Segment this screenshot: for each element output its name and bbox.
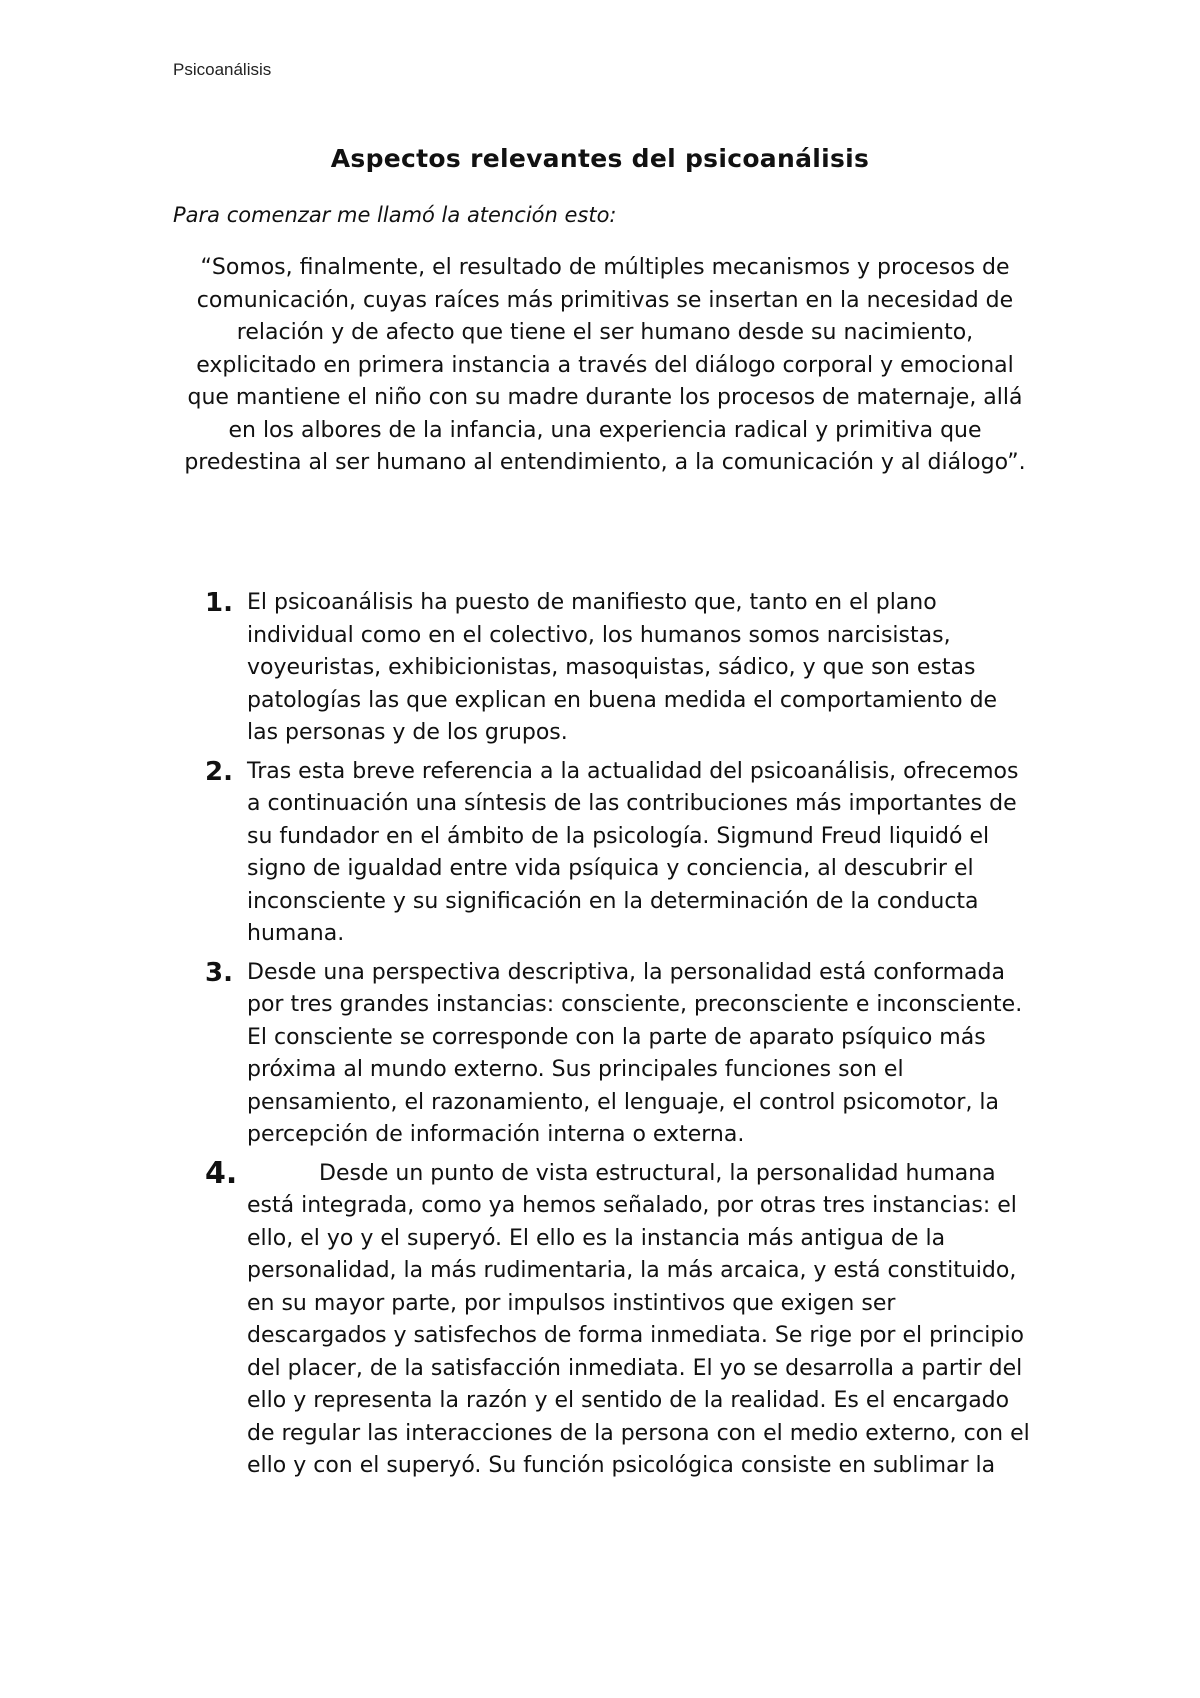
list-item	[205, 957, 1035, 1152]
list-number: 4.	[205, 1155, 238, 1191]
document-title: Aspectos relevantes del psicoanálisis	[330, 144, 870, 173]
list-item	[205, 756, 1035, 951]
list-number: 1.	[205, 588, 233, 618]
list-item-text: El psicoanálisis ha puesto de manifiesto que, tanto en el plano individual como en el colectivo, los humanos somos narcisistas, voyeuristas, exhibicionistas, masoquistas, sádico, y que son estas patologías las que explican en buena medida el comportamiento de las personas y de los grupos.	[247, 590, 998, 745]
numbered-list	[205, 587, 1035, 1489]
list-item	[205, 587, 1035, 750]
list-item-text: Tras esta breve referencia a la actualidad del psicoanálisis, ofrecemos a continuación una síntesis de las contribuciones más importantes de su fundador en el ámbito de la psicología. Sigmund Freud liquidó el signo de igualdad entre vida psíquica y conciencia, al descubrir el inconsciente y su significación en la determinación de la conducta humana.	[247, 758, 1019, 946]
list-item-text: Desde un punto de vista estructural, la personalidad humana está integrada, como ya hemos señalado, por otras tres instancias: el ello, el yo y el superyó. El ello es la instancia más antigua de la personalidad, la más rudimentaria, la más arcaica, y está constituido, en su mayor parte, por impulsos instintivos que exigen ser descargados y satisfechos de forma inmediata. Se rige por el principio del placer, de la satisfacción inmediata. El yo se desarrolla a partir del ello y representa la razón y el sentido de la realidad. Es el encargado de regular las interacciones de la persona con el medio externo, con el ello y con el superyó. Su función psicológica consiste en sublimar la	[247, 1160, 1030, 1478]
list-number: 3.	[205, 957, 233, 988]
intro-line: Para comenzar me llamó la atención esto:	[173, 203, 617, 227]
list-item	[205, 1155, 1035, 1483]
quote-paragraph: “Somos, finalmente, el resultado de múltiples mecanismos y procesos de comunicación, cuyas raíces más primitivas se insertan en la necesidad de relación y de afecto que tiene el ser humano desde su nacimiento, explicitado en primera instancia a través del diálogo corporal y emocional que mantiene el niño con su madre durante los procesos de maternaje, allá en los albores de la infancia, una experiencia radical y primitiva que predestina al ser humano al entendimiento, a la comunicación y al diálogo”.	[184, 255, 1026, 475]
running-header: Psicoanálisis	[173, 60, 272, 79]
list-item-text: Desde una perspectiva descriptiva, la personalidad está conformada por tres grandes instancias: consciente, preconsciente e inconsciente. El consciente se corresponde con la parte de aparato psíquico más próxima al mundo externo. Sus principales funciones son el pensamiento, el razonamiento, el lenguaje, el control psicomotor, la percepción de información interna o externa.	[247, 959, 1023, 1147]
list-item-text-wrapper	[247, 1158, 1035, 1483]
list-number: 2.	[205, 756, 233, 787]
